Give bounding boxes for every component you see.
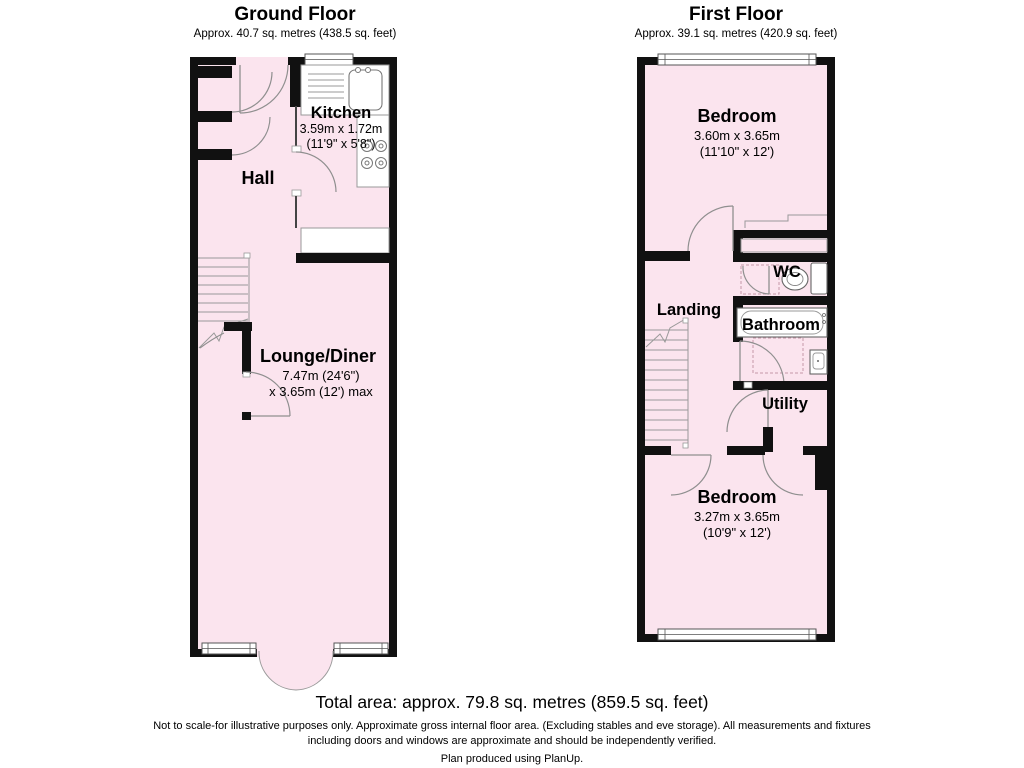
first-floor-title: First Floor — [689, 4, 783, 25]
bedroom2-dims-imperial: (10'9" x 12') — [702, 525, 772, 540]
internal-wall — [242, 322, 251, 374]
cupboard — [741, 239, 827, 252]
door-frame — [292, 190, 301, 196]
french-doors-arc — [259, 651, 333, 690]
lounge-window — [202, 643, 256, 654]
utility-label: Utility — [762, 395, 808, 413]
lounge-dims-imperial: x 3.65m (12') max — [269, 384, 373, 399]
first-floor-area: Approx. 39.1 sq. metres (420.9 sq. feet) — [634, 27, 838, 40]
internal-wall — [733, 296, 835, 305]
ground-floor-plan — [194, 54, 397, 690]
tap-icon — [356, 68, 361, 73]
internal-wall — [296, 253, 397, 263]
wall-stub — [198, 149, 232, 160]
internal-wall — [727, 446, 765, 455]
lounge-dims-metric: 7.47m (24'6") — [282, 368, 360, 383]
door-frame — [744, 382, 752, 388]
lounge-label: Lounge/Diner — [260, 346, 376, 366]
ground-floor-title: Ground Floor — [234, 4, 356, 25]
planup-credit: Plan produced using PlanUp. — [440, 753, 584, 765]
bedroom2-dims-metric: 3.27m x 3.65m — [694, 509, 780, 524]
bedroom1-label: Bedroom — [697, 106, 777, 126]
bedroom1-dims-imperial: (11'10" x 12') — [699, 144, 775, 159]
wc-label: WC — [773, 263, 801, 281]
bathroom-label: Bathroom — [742, 316, 820, 334]
door-frame — [292, 146, 301, 152]
kitchen-window — [305, 54, 353, 65]
landing-label: Landing — [656, 301, 722, 319]
internal-wall — [637, 446, 671, 455]
wall-stub — [242, 412, 251, 420]
wall-stub — [198, 111, 232, 122]
kitchen-dims-metric: 3.59m x 1.72m — [299, 122, 383, 136]
kitchen-label: Kitchen — [310, 104, 372, 122]
bedroom2-label: Bedroom — [697, 487, 777, 507]
bedroom1-dims-metric: 3.60m x 3.65m — [694, 128, 780, 143]
chimney-breast — [815, 446, 827, 490]
door-frame — [243, 372, 250, 377]
lounge-window — [334, 643, 388, 654]
wall-stub — [198, 66, 232, 78]
hall-label: Hall — [241, 168, 275, 188]
basin-icon — [810, 350, 827, 374]
kitchen-counter — [301, 228, 389, 253]
front-door-opening — [236, 57, 288, 66]
internal-wall — [733, 253, 835, 262]
first-floor-plan — [637, 54, 835, 640]
internal-wall — [733, 230, 835, 238]
kitchen-dims-imperial: (11'9" x 5'8") — [306, 137, 376, 151]
disclaimer-text: Not to scale-for illustrative purposes only. Approximate gross internal floor area. (Excluding stables and eve storage). All measurements and fixtures including doors and windows are approximate and should be independently verified. — [153, 720, 871, 747]
bedroom2-window — [658, 629, 816, 640]
wall-stub — [290, 61, 302, 107]
total-area-text: Total area: approx. 79.8 sq. metres (859.5 sq. feet) — [315, 692, 709, 712]
bedroom1-window — [658, 54, 816, 65]
ground-floor-area: Approx. 40.7 sq. metres (438.5 sq. feet) — [193, 27, 397, 40]
tap-icon — [366, 68, 371, 73]
internal-wall — [637, 251, 690, 261]
